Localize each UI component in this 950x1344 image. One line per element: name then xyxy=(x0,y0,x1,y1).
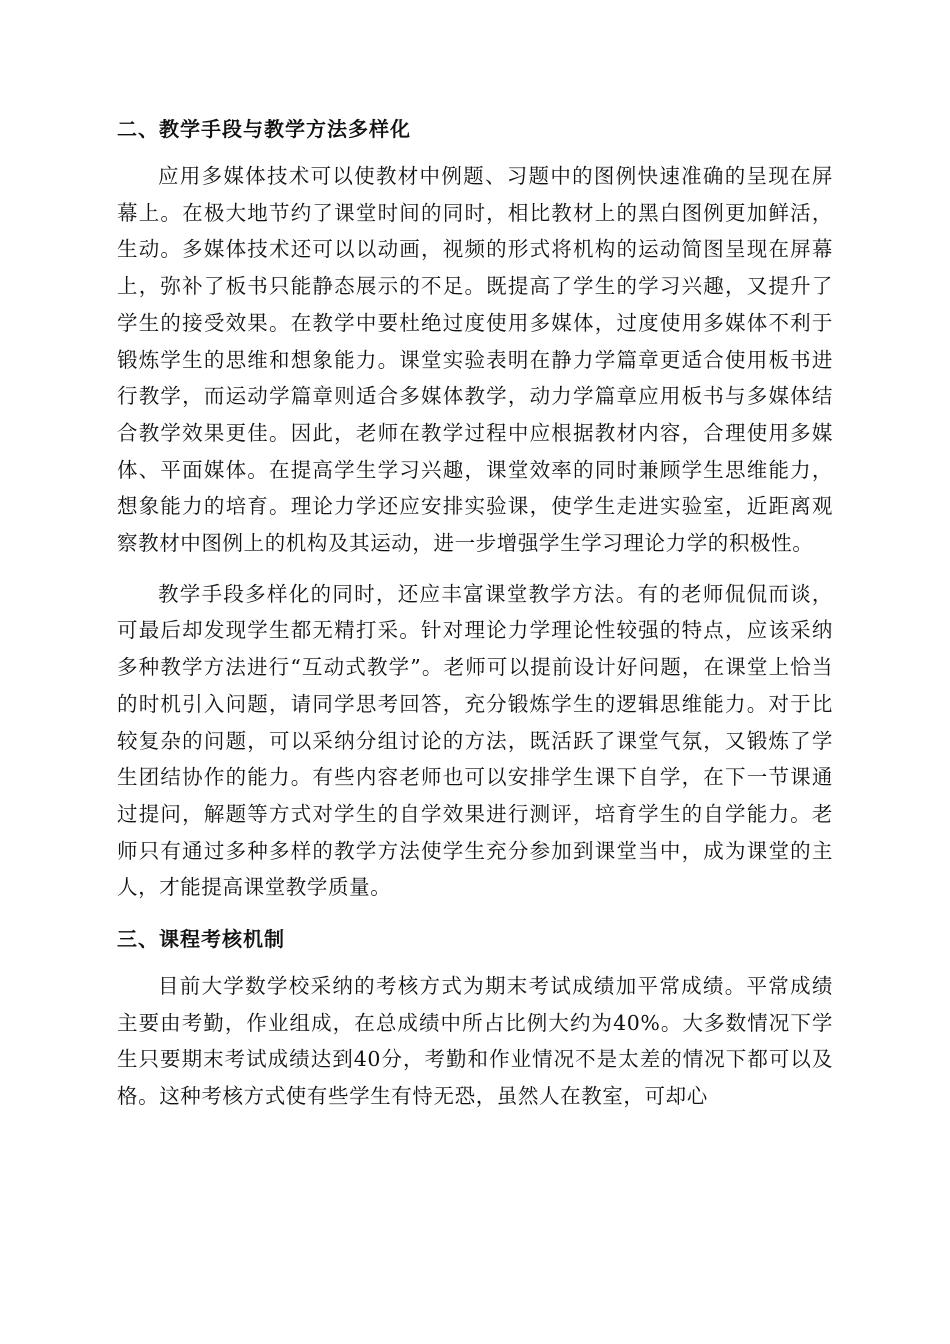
document-page xyxy=(117,100,833,1129)
paragraph-teaching-methods: 教学手段多样化的同时，还应丰富课堂教学方法。有的老师侃侃而谈，可最后却发现学生都无精打采。针对理论力学理论性较强的特点，应该采纳多种教学方法进行“互动式教学”。老师可以提前设计好问题，在课堂上恰当的时机引入问题，请同学思考回答，充分锻炼学生的逻辑思维能力。对于比较复杂的问题，可以采纳分组讨论的方法，既活跃了课堂气氛，又锻炼了学生团结协作的能力。有些内容老师也可以安排学生课下自学，在下一节课通过提问，解题等方式对学生的自学效果进行测评，培育学生的自学能力。老师只有通过多种多样的教学方法使学生充分参加到课堂当中，成为课堂的主人，才能提高课堂教学质量。 xyxy=(117,581,833,900)
paragraph-multimedia: 应用多媒体技术可以使教材中例题、习题中的图例快速准确的呈现在屏幕上。在极大地节约了课堂时间的同时，相比教材上的黑白图例更加鲜活，生动。多媒体技术还可以以动画，视频的形式将机构的运动简图呈现在屏幕上，弥补了板书只能静态展示的不足。既提高了学生的学习兴趣，又提升了学生的接受效果。在教学中要杜绝过度使用多媒体，过度使用多媒体不利于锻炼学生的思维和想象能力。课堂实验表明在静力学篇章更适合使用板书进行教学，而运动学篇章则适合多媒体教学，动力学篇章应用板书与多媒体结合教学效果更佳。因此，老师在教学过程中应根据教材内容，合理使用多媒体、平面媒体。在提高学生学习兴趣，课堂效率的同时兼顾学生思维能力，想象能力的培育。理论力学还应安排实验课，使学生走进实验室，近距离观察教材中图例上的机构及其运动，进一步增强学生学习理论力学的积极性。 xyxy=(117,164,833,556)
section-heading-teaching-methods: 二、教学手段与教学方法多样化 xyxy=(117,117,411,141)
paragraph-assessment: 目前大学数学校采纳的考核方式为期末考试成绩加平常成绩。平常成绩主要由考勤，作业组成，在总成绩中所占比例大约为40%。大多数情况下学生只要期末考试成绩达到40分，考勤和作业情况不是太差的情况下都可以及格。这种考核方式使有些学生有恃无恐，虽然人在教室，可却心 xyxy=(117,974,833,1109)
section-heading-assessment: 三、课程考核机制 xyxy=(117,927,285,952)
